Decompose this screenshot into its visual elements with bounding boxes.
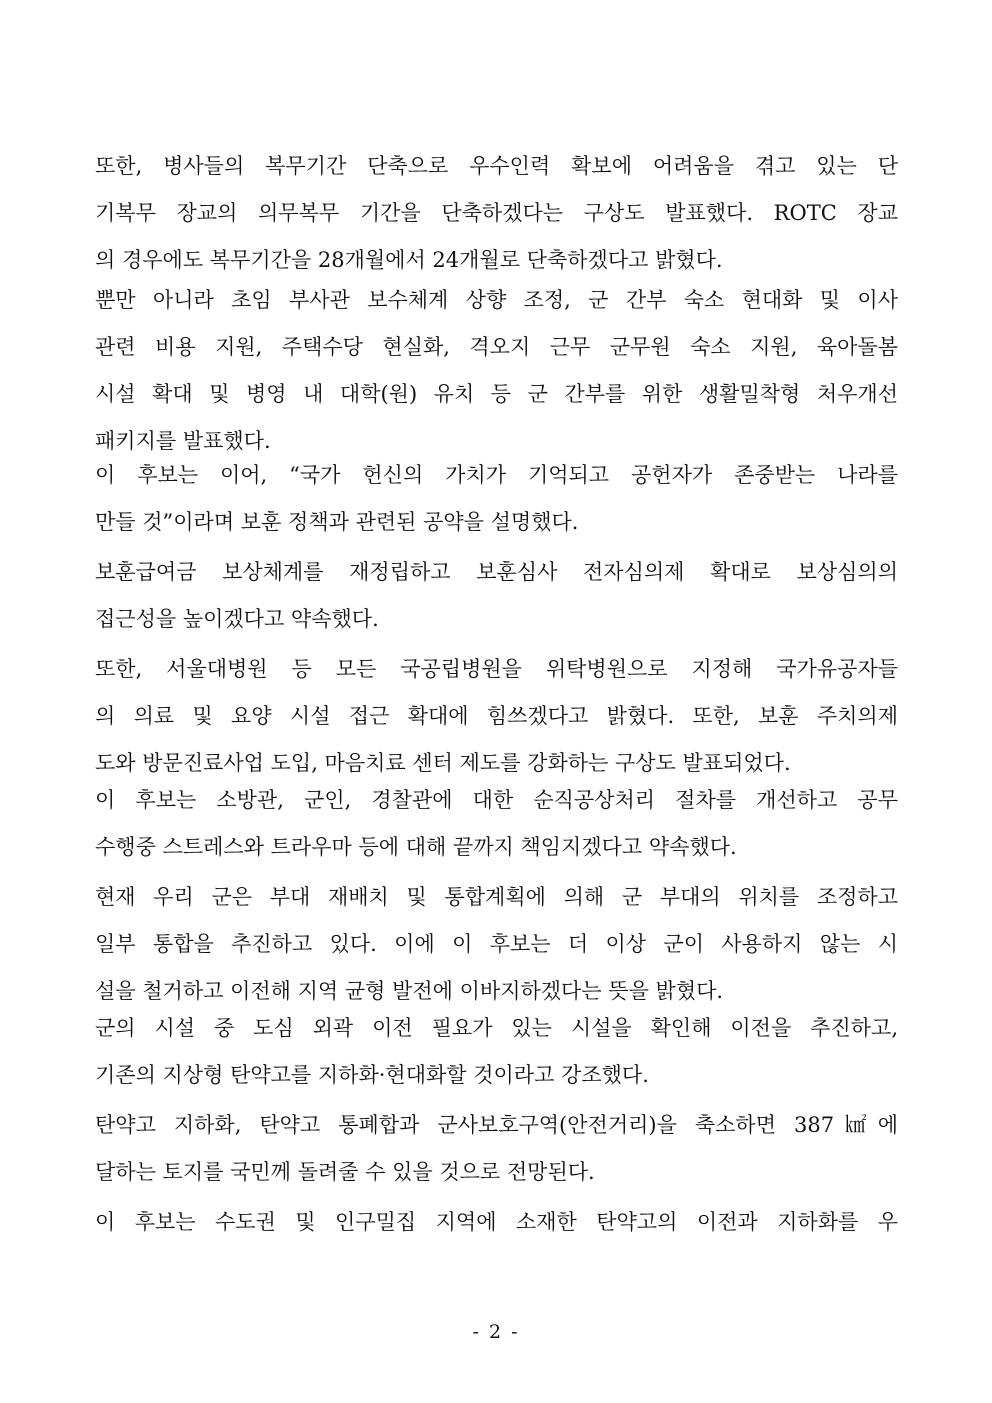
paragraph-line: 또한, 병사들의 복무기간 단축으로 우수인력 확보에 어려움을 겪고 있는 단	[95, 154, 898, 178]
paragraph-line: 수행중 스트레스와 트라우마 등에 대해 끝까지 책임지겠다고 약속했다.	[95, 835, 737, 859]
paragraph-6	[95, 780, 898, 874]
paragraph-line: 이 후보는 소방관, 군인, 경찰관에 대한 순직공상처리 절차를 개선하고 공무	[95, 788, 898, 812]
paragraph-8	[95, 1008, 898, 1102]
paragraph-5	[95, 649, 898, 790]
paragraph-line: 관련 비용 지원, 주택수당 현실화, 격오지 근무 군무원 숙소 지원, 육아돌봄	[95, 335, 898, 359]
paragraph-line: 의 의료 및 요양 시설 접근 확대에 힘쓰겠다고 밝혔다. 또한, 보훈 주치의제	[95, 704, 898, 728]
paragraph-line: 도와 방문진료사업 도입, 마음치료 센터 제도를 강화하는 구상도 발표되었다.	[95, 751, 791, 775]
paragraph-3	[95, 455, 898, 549]
paragraph-line: 접근성을 높이겠다고 약속했다.	[95, 607, 379, 631]
page-number: - 2 -	[472, 1321, 520, 1343]
paragraph-line: 군의 시설 중 도심 외곽 이전 필요가 있는 시설을 확인해 이전을 추진하고,	[95, 1016, 898, 1040]
paragraph-line: 일부 통합을 추진하고 있다. 이에 이 후보는 더 이상 군이 사용하지 않는 시	[95, 932, 898, 956]
paragraph-4	[95, 552, 898, 646]
paragraph-line: 현재 우리 군은 부대 재배치 및 통합계획에 의해 군 부대의 위치를 조정하고	[95, 885, 898, 909]
paragraph-line: 설을 철거하고 이전해 지역 균형 발전에 이바지하겠다는 뜻을 밝혔다.	[95, 979, 724, 1003]
paragraph-line: 기복무 장교의 의무복무 기간을 단축하겠다는 구상도 발표했다. ROTC 장교	[95, 201, 898, 225]
paragraph-line: 달하는 토지를 국민께 돌려줄 수 있을 것으로 전망된다.	[95, 1160, 595, 1184]
paragraph-line: 기존의 지상형 탄약고를 지하화·현대화할 것이라고 강조했다.	[95, 1063, 649, 1087]
paragraph-line: 패키지를 발표했다.	[95, 429, 271, 453]
paragraph-line: 뿐만 아니라 초임 부사관 보수체계 상향 조정, 군 간부 숙소 현대화 및 이사	[95, 288, 898, 312]
paragraph-line: 의 경우에도 복무기간을 28개월에서 24개월로 단축하겠다고 밝혔다.	[95, 248, 723, 272]
paragraph-2	[95, 280, 898, 468]
paragraph-line: 보훈급여금 보상체계를 재정립하고 보훈심사 전자심의제 확대로 보상심의의	[95, 560, 898, 584]
paragraph-7	[95, 877, 898, 1018]
paragraph-line: 이 후보는 이어, “국가 헌신의 가치가 기억되고 공헌자가 존중받는 나라를	[95, 463, 898, 487]
paragraph-line: 시설 확대 및 병영 내 대학(원) 유치 등 군 간부를 위한 생활밀착형 처우개선	[95, 382, 898, 406]
paragraph-9	[95, 1105, 898, 1199]
paragraph-1	[95, 146, 898, 287]
paragraph-line: 또한, 서울대병원 등 모든 국공립병원을 위탁병원으로 지정해 국가유공자들	[95, 657, 898, 681]
paragraph-line: 이 후보는 수도권 및 인구밀집 지역에 소재한 탄약고의 이전과 지하화를 우	[95, 1210, 898, 1234]
paragraph-10	[95, 1202, 898, 1249]
paragraph-line: 만들 것”이라며 보훈 정책과 관련된 공약을 설명했다.	[95, 510, 579, 534]
paragraph-line: 탄약고 지하화, 탄약고 통폐합과 군사보호구역(안전거리)을 축소하면 387㎢에	[95, 1113, 898, 1137]
